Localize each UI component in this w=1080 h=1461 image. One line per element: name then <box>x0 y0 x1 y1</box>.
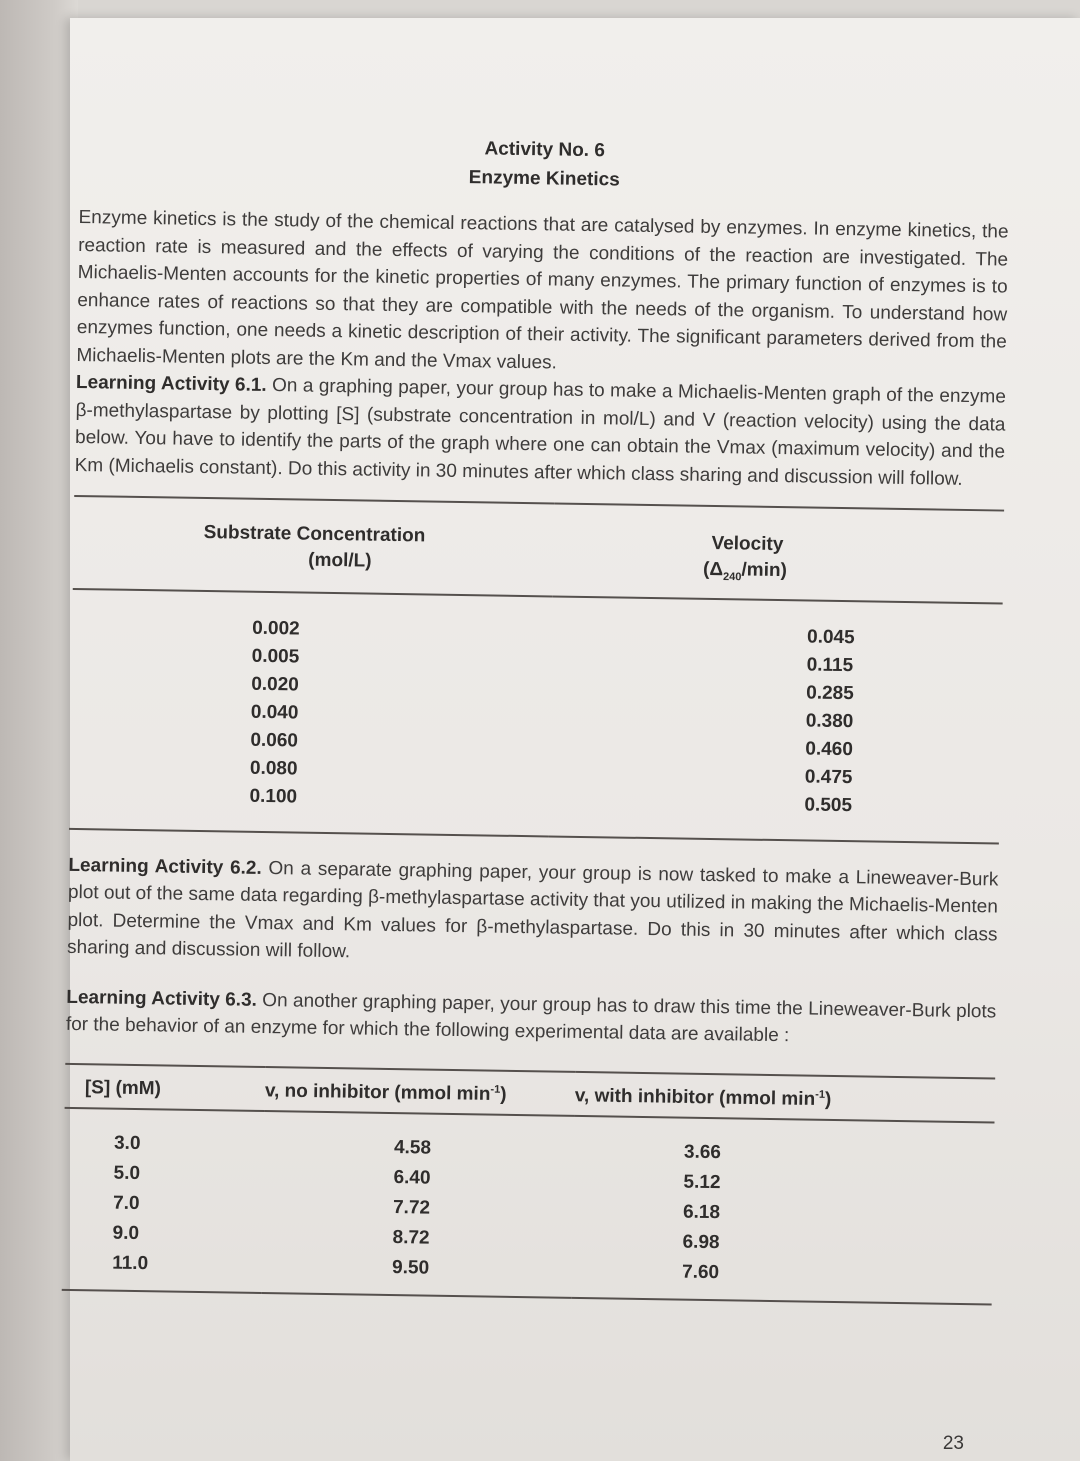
table-row: 0.020 0.285 <box>251 673 854 705</box>
velocity-header: Velocity $(\Delta_{240}/\min)$ <box>553 503 1004 603</box>
table-row: 0.002 0.045 <box>252 617 855 649</box>
with-inhibitor-header: v, with inhibitor (mmol $\min^{-1}$) <box>575 1072 996 1123</box>
michaelis-menten-table <box>69 495 1004 844</box>
table-row: 0.005 0.115 <box>251 645 854 677</box>
page-content <box>62 128 1010 1306</box>
la2-label: Learning Activity 6.2. <box>68 854 262 879</box>
table-row: 0.100 0.505 <box>249 785 853 817</box>
table-row: 5.0 6.40 5.12 <box>113 1162 721 1194</box>
table-row: 3.0 4.58 3.66 <box>113 1132 722 1164</box>
inhibitor-data-table <box>62 1063 995 1306</box>
table-row: 0.040 0.380 <box>250 701 854 733</box>
s-mm-header: [S] (mM) <box>65 1064 266 1111</box>
la1-label: Learning Activity 6.1. <box>75 371 267 396</box>
la2-text: On a separate graphing paper, your group is now tasked to make a Lineweaver-Burk plot out of the same data regarding β-methylaspartase activity that you utilized in making the Michaelis-Menten plot. Determine the Vmax and Km values for β-methylaspartase. Do this in 30 minutes after which class sharing and discussion will follow. <box>66 857 999 963</box>
intro-paragraph: Enzyme kinetics is the study of the chemical reactions that are catalysed by enzymes. In enzyme kinetics, the reaction rate is measured and the effects of varying the conditions of the reaction are investigated. The Michaelis-Menten accounts for the kinetic properties of many enzymes. The primary function of enzymes is to enhance rates of reactions so that they are compatible with the needs of the organism. To understand how enzymes function, one needs a kinetic description of their activity. The significant parameters derived from the Michaelis-Menten plots are the Km and the Vmax values. <box>76 206 1009 374</box>
no-inhibitor-header: v, no inhibitor (mmol $\min^{-1}$) <box>265 1067 576 1116</box>
learning-activity-6-2 <box>67 852 999 977</box>
title-block <box>79 128 1010 201</box>
table-row: 0.060 0.460 <box>250 729 854 761</box>
la3-text: On another graphing paper, your group has to draw this time the Lineweaver-Burk plots for the behavior of an enzyme for which the following experimental data are available : <box>65 989 997 1047</box>
table-row: 0.080 0.475 <box>249 757 853 789</box>
page-number: 23 <box>942 1433 964 1454</box>
table-row: 9.0 8.72 6.98 <box>112 1222 720 1254</box>
table-row: 11.0 9.50 7.60 <box>112 1252 720 1284</box>
learning-activity-6-1 <box>74 369 1006 494</box>
la3-label: Learning Activity 6.3. <box>66 986 258 1011</box>
la1-text: On a graphing paper, your group has to make a Michaelis-Menten graph of the enzyme β-methylaspartase by plotting [S] (substrate concentration in mol/L) and V (reaction velocity) using the data below. You have to identify the parts of the graph where one can obtain the Vmax (maximum velocity) and the Km (Michaelis constant). Do this activity in 30 minutes after which class sharing and discussion will follow. <box>74 375 1007 490</box>
activity-title: Activity No. 6 <box>484 138 606 162</box>
book-page <box>65 18 1080 1461</box>
table-row: 7.0 7.72 6.18 <box>112 1192 721 1224</box>
substrate-header: Substrate Concentration (mol/L) <box>73 496 554 596</box>
activity-subtitle: Enzyme Kinetics <box>468 167 620 191</box>
